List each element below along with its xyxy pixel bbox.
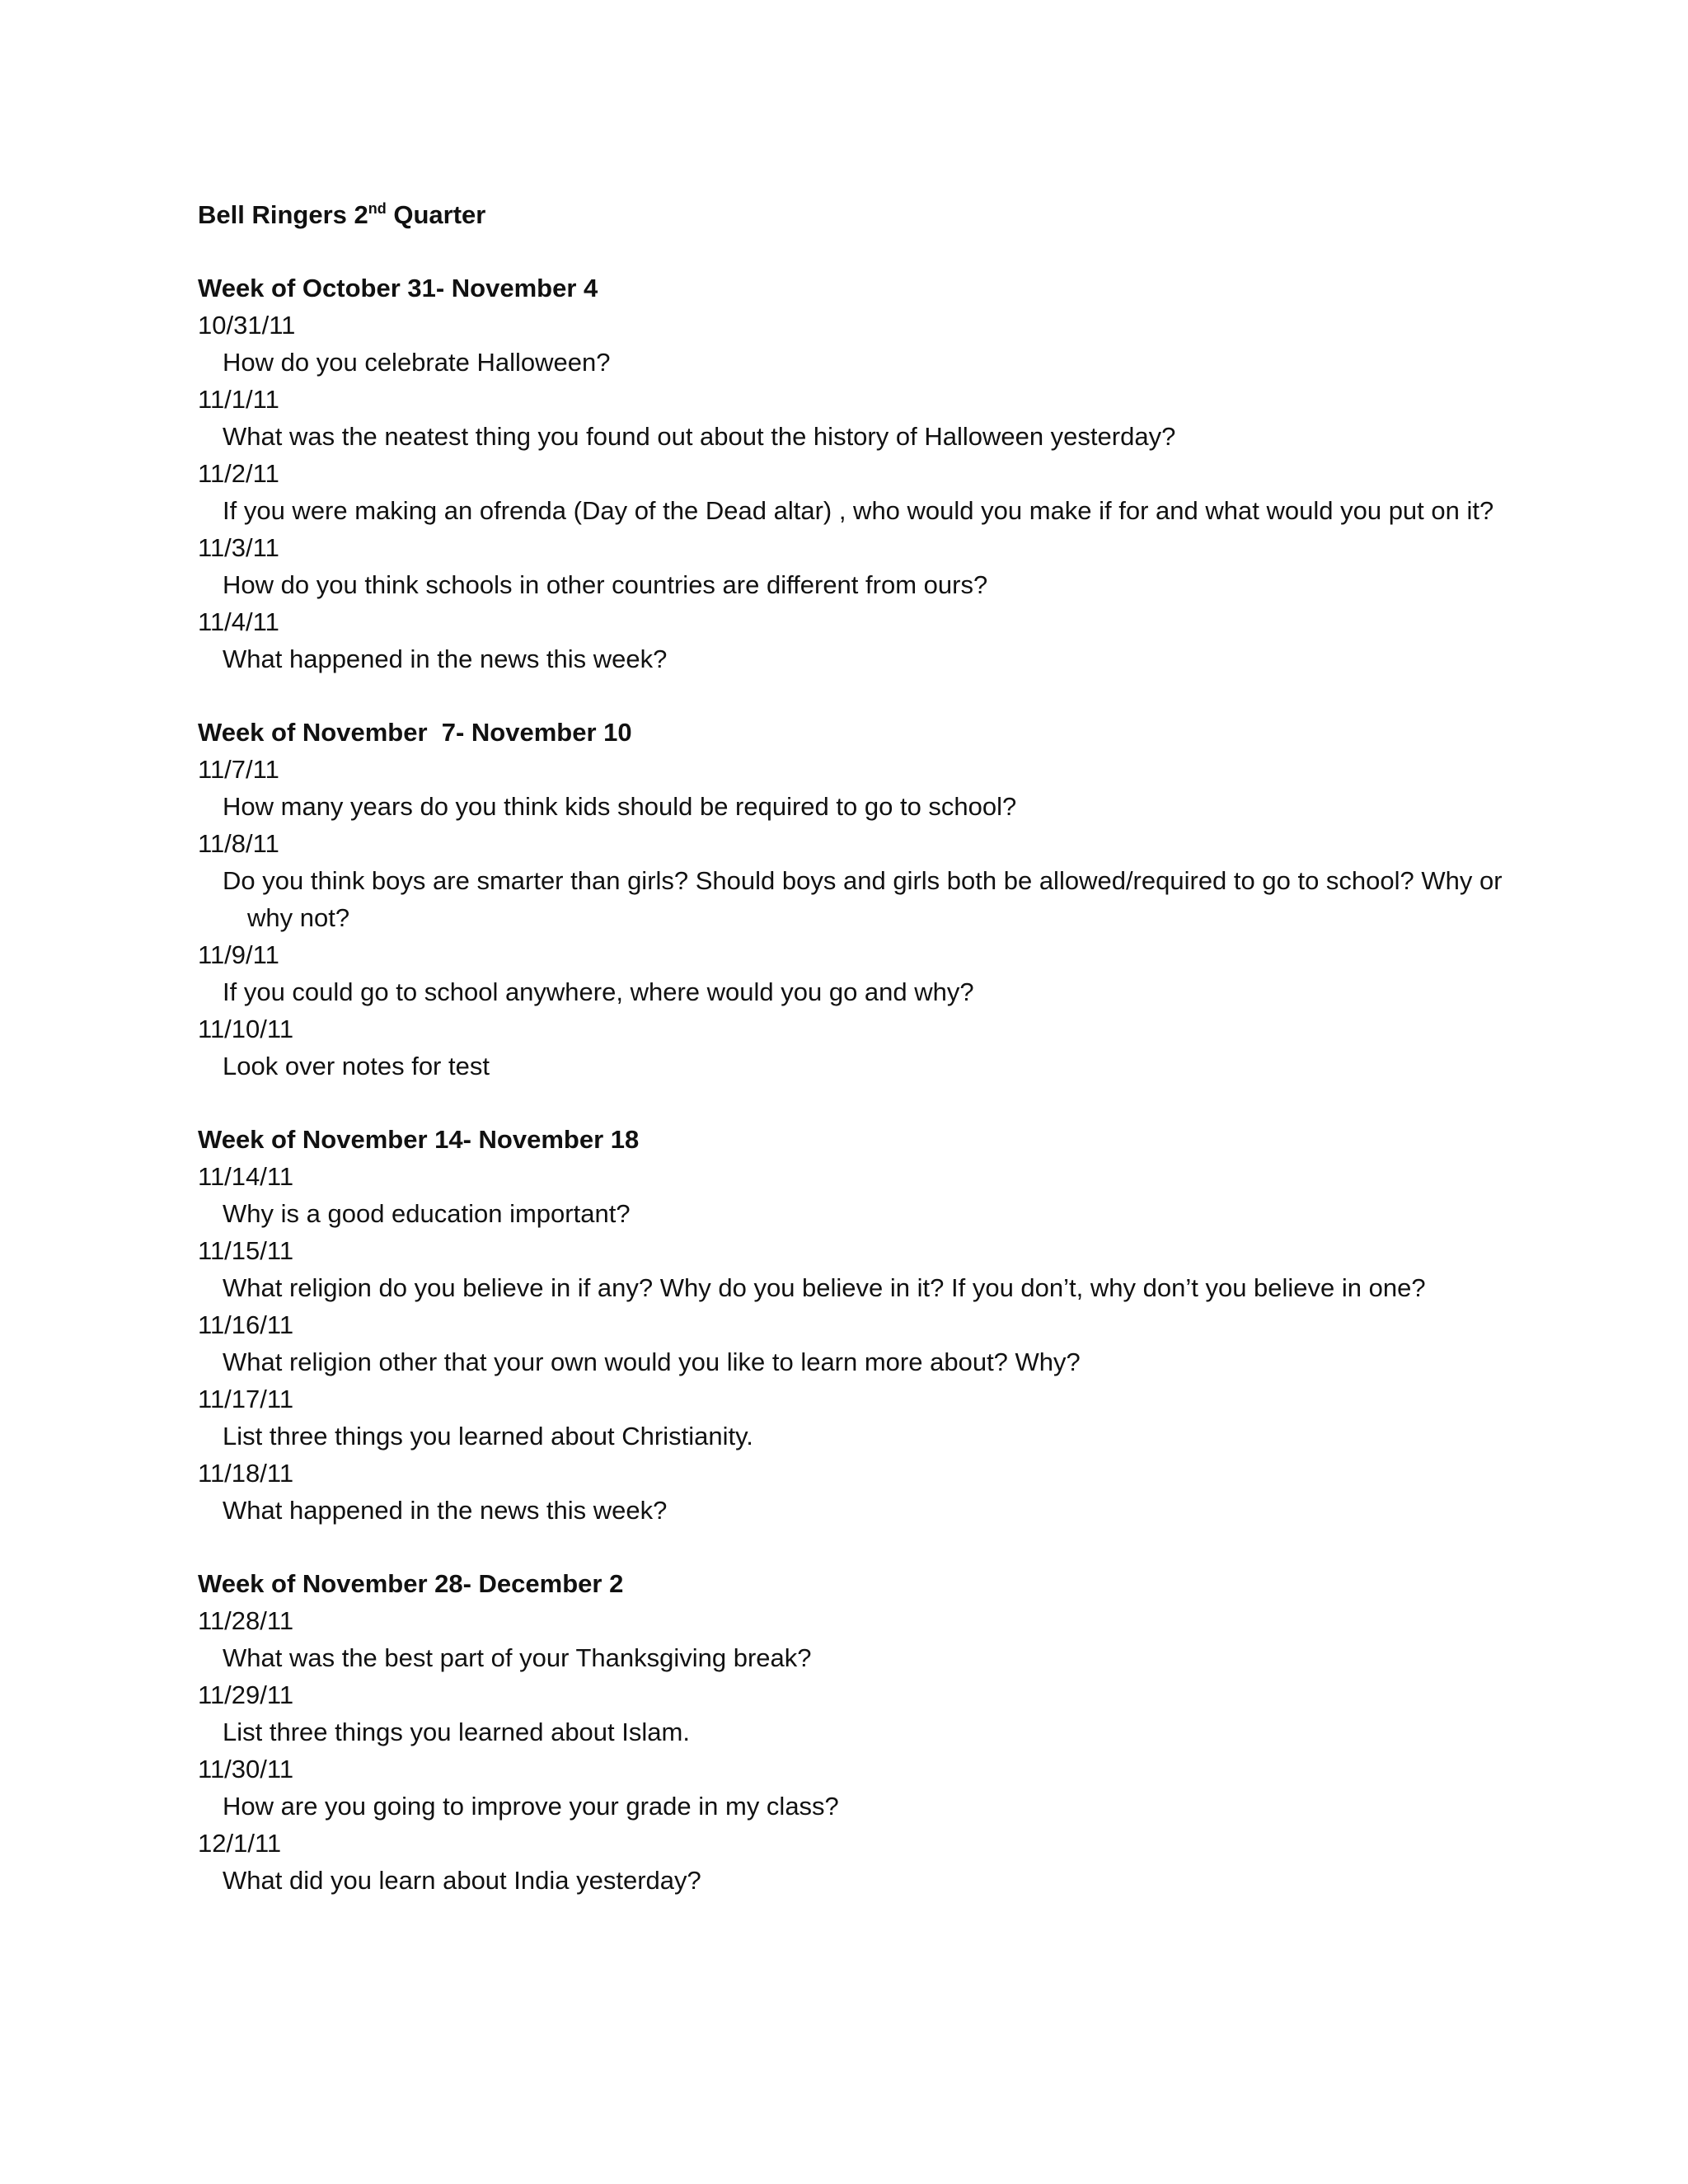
entry-question: What happened in the news this week? bbox=[223, 1496, 668, 1525]
title-superscript: nd bbox=[368, 200, 387, 217]
entry-question: What religion do you believe in if any? Why do you believe in it? If you don’t, why don’t you believe in one? bbox=[223, 1273, 1426, 1302]
entry-date: 11/17/11 bbox=[198, 1385, 294, 1413]
entry-date: 11/16/11 bbox=[198, 1310, 294, 1339]
bell-ringer-entry bbox=[198, 603, 1550, 677]
entry-date: 11/10/11 bbox=[198, 1015, 294, 1043]
week-section bbox=[198, 269, 1550, 677]
entry-question: List three things you learned about Islam. bbox=[223, 1718, 690, 1746]
entry-question: Why is a good education important? bbox=[223, 1199, 631, 1228]
entry-question: If you could go to school anywhere, where would you go and why? bbox=[223, 977, 974, 1006]
bell-ringer-entry bbox=[198, 1010, 1550, 1085]
week-heading: Week of November 14- November 18 bbox=[198, 1125, 640, 1154]
entry-question: How do you think schools in other countries are different from ours? bbox=[223, 570, 988, 599]
bell-ringer-entry bbox=[198, 307, 1550, 381]
entry-question: What was the best part of your Thanksgiving break? bbox=[223, 1643, 812, 1672]
entry-question: How are you going to improve your grade in my class? bbox=[223, 1792, 839, 1821]
entry-date: 11/29/11 bbox=[198, 1680, 294, 1709]
entry-date: 11/3/11 bbox=[198, 533, 279, 562]
bell-ringer-entry bbox=[198, 1825, 1550, 1899]
entry-date: 12/1/11 bbox=[198, 1829, 282, 1858]
entry-date: 11/14/11 bbox=[198, 1162, 294, 1191]
title-rest: Quarter bbox=[386, 200, 486, 229]
entry-date: 11/9/11 bbox=[198, 940, 279, 969]
entry-date: 11/7/11 bbox=[198, 755, 279, 784]
entry-question: List three things you learned about Christianity. bbox=[223, 1422, 753, 1451]
entry-question: What happened in the news this week? bbox=[223, 644, 668, 673]
entry-question: What did you learn about India yesterday? bbox=[223, 1866, 701, 1895]
entry-date: 11/8/11 bbox=[198, 829, 279, 858]
title-main: Bell Ringers 2 bbox=[198, 200, 368, 229]
bell-ringer-entry bbox=[198, 751, 1550, 825]
week-section bbox=[198, 714, 1550, 1085]
bell-ringer-entry bbox=[198, 1306, 1550, 1380]
bell-ringer-entry bbox=[198, 825, 1550, 936]
entry-question: What religion other that your own would you like to learn more about? Why? bbox=[223, 1347, 1081, 1376]
entry-question: If you were making an ofrenda (Day of the Dead altar) , who would you make if for and what would you put on it? bbox=[223, 496, 1494, 525]
entry-question: What was the neatest thing you found out about the history of Halloween yesterday? bbox=[223, 422, 1176, 451]
entry-date: 11/18/11 bbox=[198, 1459, 294, 1488]
week-heading: Week of October 31- November 4 bbox=[198, 274, 598, 302]
entry-question: How many years do you think kids should be required to go to school? bbox=[223, 792, 1017, 821]
document-page bbox=[198, 196, 1550, 1935]
week-heading: Week of November 7- November 10 bbox=[198, 718, 632, 747]
bell-ringer-entry bbox=[198, 1232, 1550, 1306]
entry-date: 11/2/11 bbox=[198, 459, 279, 488]
week-section bbox=[198, 1121, 1550, 1529]
bell-ringer-entry bbox=[198, 1380, 1550, 1455]
entry-date: 11/28/11 bbox=[198, 1606, 294, 1635]
entry-question: Do you think boys are smarter than girls? Should boys and girls both be allowed/required to go to school? Why or why not? bbox=[223, 866, 1503, 932]
bell-ringer-entry bbox=[198, 1602, 1550, 1676]
bell-ringer-entry bbox=[198, 936, 1550, 1010]
entry-date: 10/31/11 bbox=[198, 311, 296, 340]
bell-ringer-entry bbox=[198, 455, 1550, 529]
document-title bbox=[198, 196, 1550, 233]
bell-ringer-entry bbox=[198, 381, 1550, 455]
entry-date: 11/30/11 bbox=[198, 1755, 294, 1783]
bell-ringer-entry bbox=[198, 1455, 1550, 1529]
entry-date: 11/15/11 bbox=[198, 1236, 294, 1265]
week-heading: Week of November 28- December 2 bbox=[198, 1569, 624, 1598]
bell-ringer-entry bbox=[198, 1676, 1550, 1750]
week-section bbox=[198, 1565, 1550, 1899]
bell-ringer-entry bbox=[198, 1158, 1550, 1232]
entry-question: How do you celebrate Halloween? bbox=[223, 348, 611, 377]
entry-date: 11/4/11 bbox=[198, 607, 279, 636]
bell-ringer-entry bbox=[198, 1750, 1550, 1825]
entry-question: Look over notes for test bbox=[223, 1052, 490, 1080]
entry-date: 11/1/11 bbox=[198, 385, 279, 414]
bell-ringer-entry bbox=[198, 529, 1550, 603]
